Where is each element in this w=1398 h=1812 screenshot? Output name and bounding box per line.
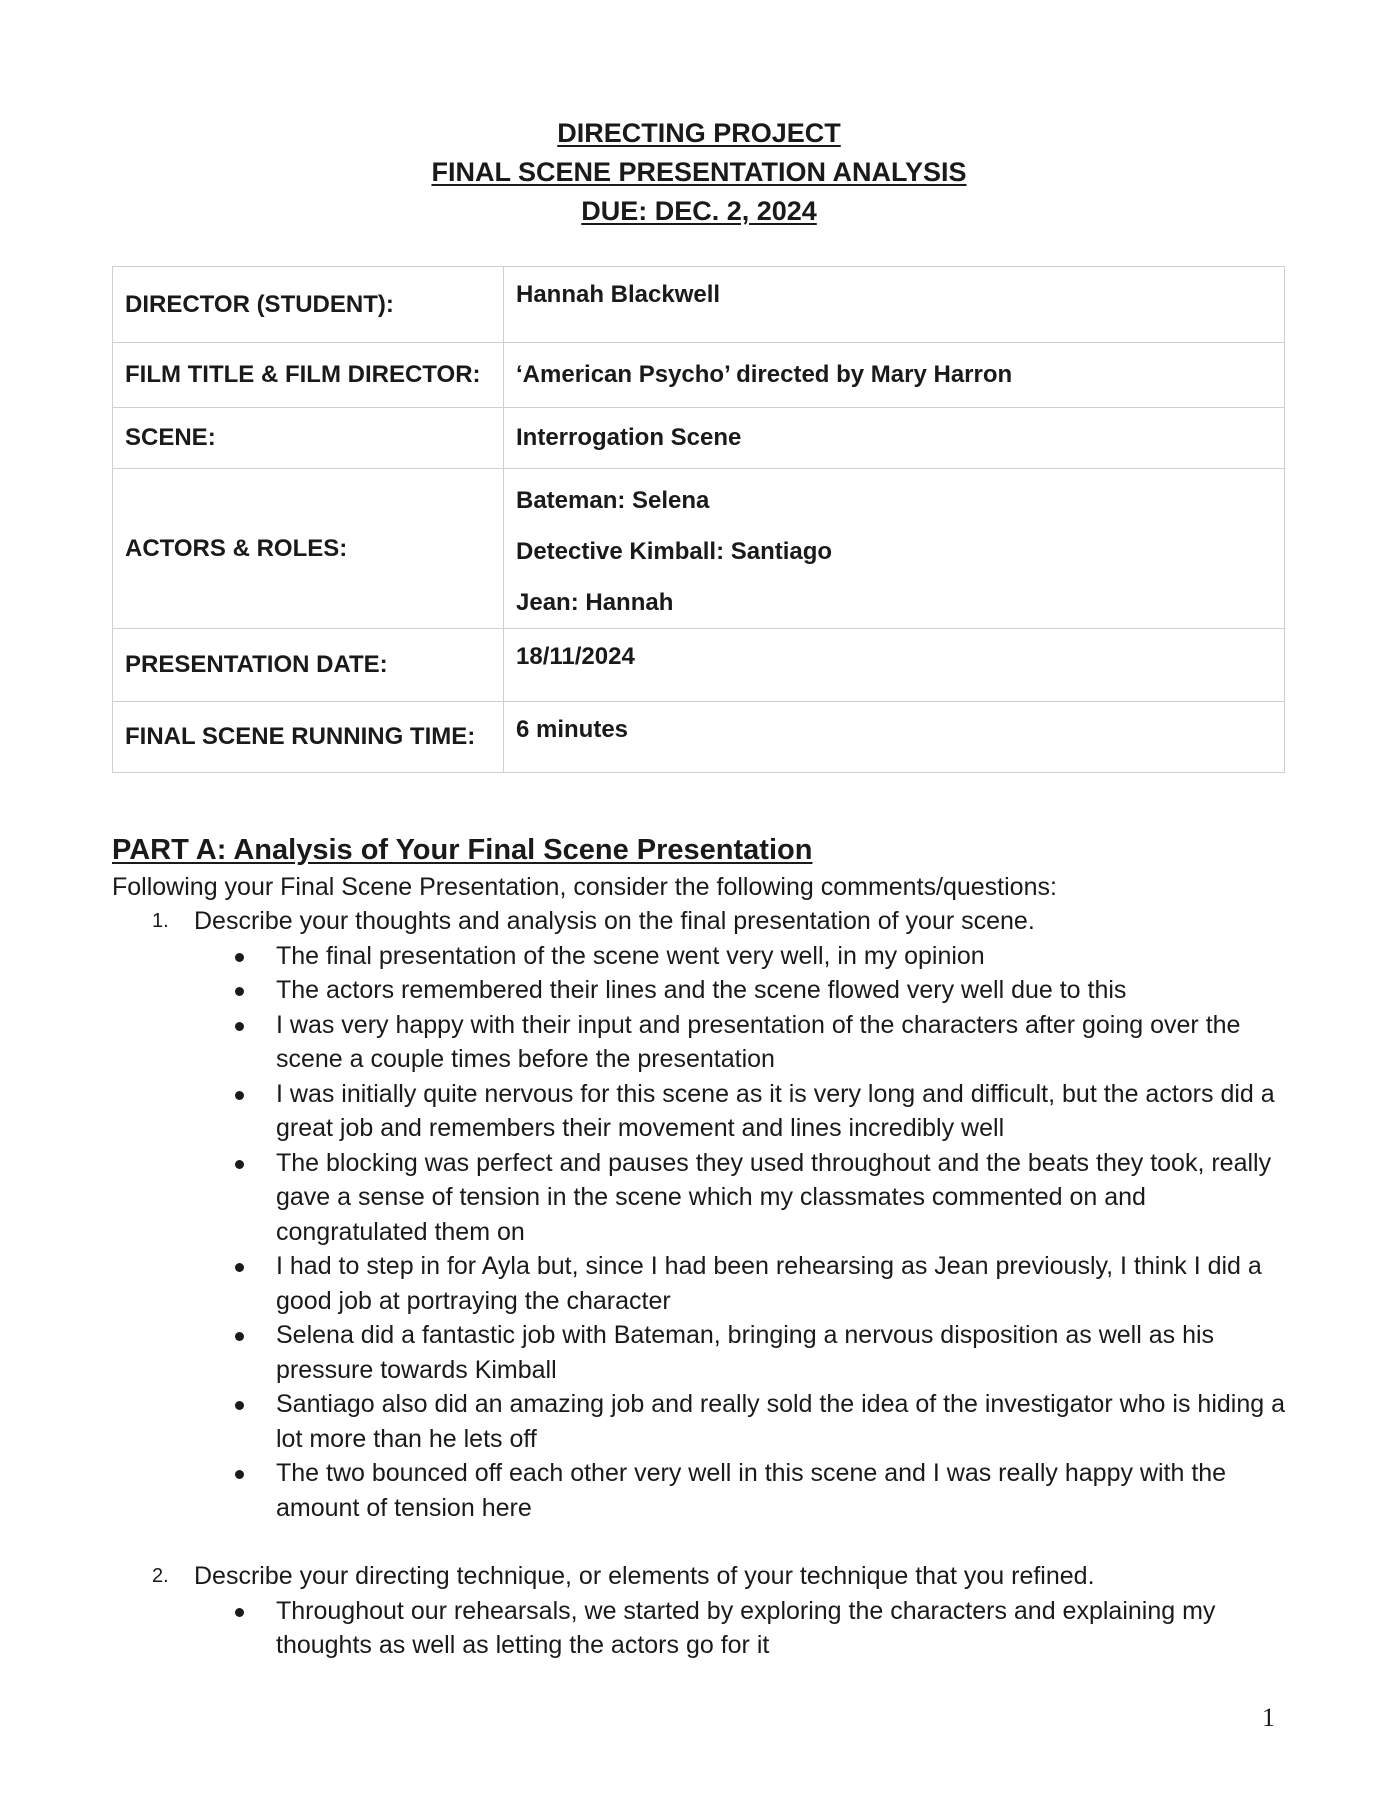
bullet-text: I was initially quite nervous for this scene as it is very long and difficult, but the actors did a great job and remembers their movement and lines incredibly well (276, 1079, 1275, 1142)
question-item (112, 904, 1292, 1525)
question-number: 1. (152, 910, 169, 932)
list-item (194, 939, 1292, 974)
bullet-icon (235, 1160, 244, 1169)
part-a-intro: Following your Final Scene Presentation, consider the following comments/questions: (112, 873, 1057, 901)
actors-label: ACTORS & ROLES: (113, 469, 504, 629)
running-time-value: 6 minutes (504, 702, 1285, 773)
answer-bullets (194, 1594, 1292, 1663)
scene-label: SCENE: (113, 408, 504, 469)
bullet-icon (235, 1022, 244, 1031)
bullet-text: I had to step in for Ayla but, since I had been rehearsing as Jean previously, I think I did a good job at portraying the character (276, 1252, 1262, 1315)
list-item (194, 1077, 1292, 1146)
actor-role-jean: Jean: Hannah (516, 589, 674, 616)
bullet-icon (235, 953, 244, 962)
header-due-date: DUE: DEC. 2, 2024 (581, 196, 817, 226)
bullet-icon (235, 1401, 244, 1410)
question-text: Describe your thoughts and analysis on the final presentation of your scene. (194, 907, 1035, 935)
bullet-text: Selena did a fantastic job with Bateman, bringing a nervous disposition as well as his pressure towards Kimball (276, 1321, 1215, 1384)
bullet-icon (235, 1263, 244, 1272)
list-item (194, 1387, 1292, 1456)
list-item (194, 1318, 1292, 1387)
film-label: FILM TITLE & FILM DIRECTOR: (113, 343, 504, 408)
bullet-text: The two bounced off each other very well in this scene and I was really happy with the amount of tension here (276, 1459, 1227, 1522)
document-header (0, 114, 1398, 231)
film-value: ‘American Psycho’ directed by Mary Harron (504, 343, 1285, 408)
bullet-text: The final presentation of the scene went very well, in my opinion (276, 941, 985, 970)
answer-bullets (194, 939, 1292, 1526)
bullet-icon (235, 1470, 244, 1479)
actor-role-bateman: Bateman: Selena (516, 487, 710, 514)
table-row (113, 629, 1285, 702)
page-number: 1 (1262, 1703, 1275, 1732)
list-item (194, 1249, 1292, 1318)
question-text: Describe your directing technique, or elements of your technique that you refined. (194, 1562, 1095, 1590)
table-row (113, 343, 1285, 408)
scene-value: Interrogation Scene (504, 408, 1285, 469)
header-analysis-title: FINAL SCENE PRESENTATION ANALYSIS (431, 157, 967, 187)
list-item (194, 1456, 1292, 1525)
bullet-icon (235, 1332, 244, 1341)
bullet-text: I was very happy with their input and presentation of the characters after going over the scene a couple times before the presentation (276, 1010, 1241, 1073)
bullet-text: Throughout our rehearsals, we started by exploring the characters and explaining my thoughts as well as letting the actors go for it (276, 1596, 1216, 1659)
question-number: 2. (152, 1565, 169, 1587)
list-item (194, 973, 1292, 1008)
project-info-table (112, 266, 1285, 773)
list-item (194, 1008, 1292, 1077)
table-row (113, 469, 1285, 629)
table-row (113, 408, 1285, 469)
bullet-text: The actors remembered their lines and the scene flowed very well due to this (276, 976, 1127, 1004)
bullet-icon (235, 1608, 244, 1617)
running-time-label: FINAL SCENE RUNNING TIME: (113, 702, 504, 773)
bullet-text: The blocking was perfect and pauses they used throughout and the beats they took, really gave a sense of tension in the scene which my classmates commented on and congratulated them on (276, 1148, 1272, 1246)
list-item (194, 1594, 1292, 1663)
director-label: DIRECTOR (STUDENT): (113, 267, 504, 343)
header-project-title: DIRECTING PROJECT (557, 118, 841, 148)
actor-role-kimball: Detective Kimball: Santiago (516, 538, 833, 565)
bullet-icon (235, 987, 244, 996)
director-value: Hannah Blackwell (504, 267, 1285, 343)
question-item (112, 1559, 1292, 1663)
bullet-text: Santiago also did an amazing job and really sold the idea of the investigator who is hiding a lot more than he lets off (276, 1390, 1285, 1453)
bullet-icon (235, 1091, 244, 1100)
table-row (113, 702, 1285, 773)
list-item (194, 1146, 1292, 1250)
part-a-section (112, 830, 1292, 1663)
presentation-date-label: PRESENTATION DATE: (113, 629, 504, 702)
actors-value (504, 469, 1285, 629)
table-row (113, 267, 1285, 343)
questions-list (112, 904, 1292, 1663)
part-a-title: PART A: Analysis of Your Final Scene Presentation (112, 834, 813, 866)
presentation-date-value: 18/11/2024 (504, 629, 1285, 702)
